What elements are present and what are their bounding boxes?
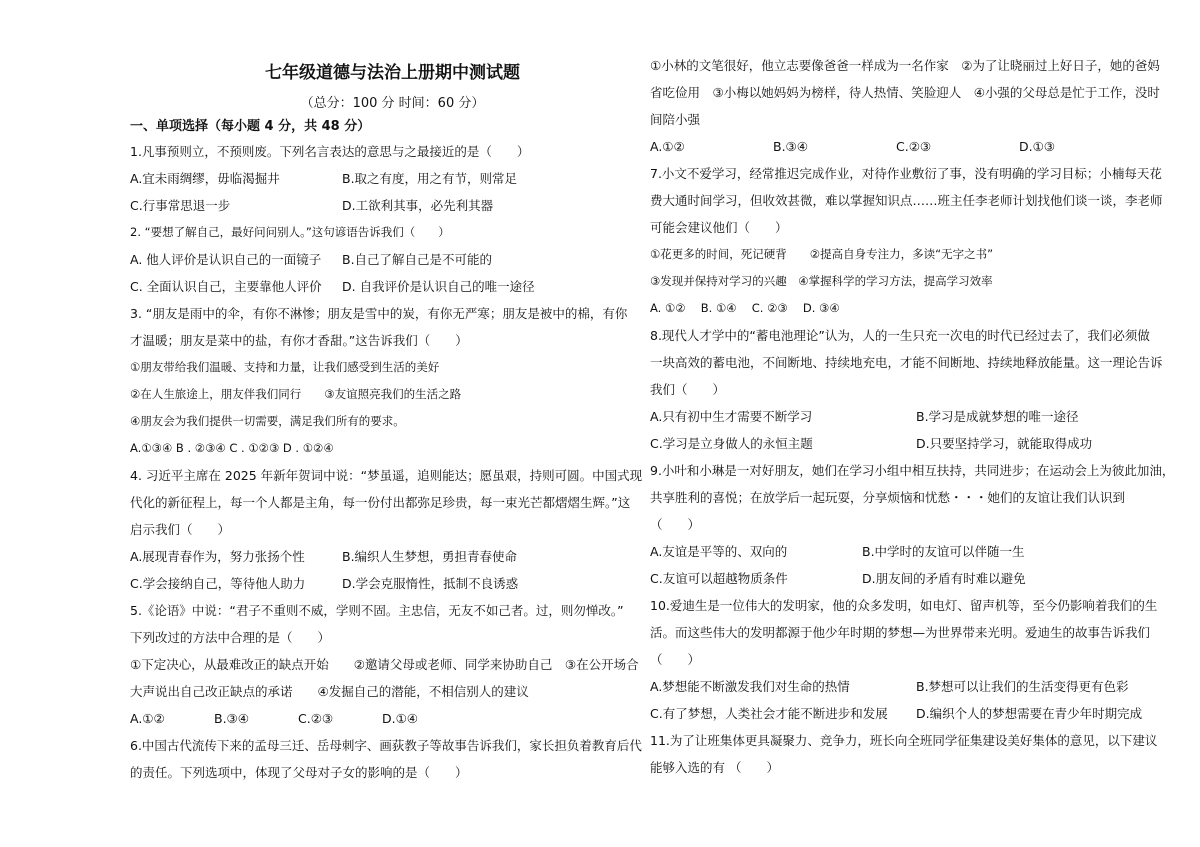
question-10-options-row1 xyxy=(650,673,1155,700)
question-7-statement-1: ①花更多的时间，死记硬背 ②提高自身专注力，多读“无字之书” xyxy=(650,247,994,261)
question-11-stem-cont: 能够入选的有 （ ） xyxy=(650,760,779,775)
question-8-stem-cont: 一块高效的蓄电池，不间断地、持续地充电，才能不间断地、持续地释放能量。这一理论告诉 xyxy=(650,355,1163,370)
option-d: D.工欲利其事，必先利其器 xyxy=(342,198,494,213)
option-c: C.学习是立身做人的永恒主题 xyxy=(650,436,813,451)
question-1-options-row1 xyxy=(130,165,655,192)
option-b: B.梦想可以让我们的生活变得更有色彩 xyxy=(916,679,1129,694)
option-d: D.编织个人的梦想需要在青少年时期完成 xyxy=(916,706,1143,721)
question-6-stem-cont: 的责任。下列选项中，体现了父母对子女的影响的是（ ） xyxy=(130,765,468,780)
question-6-stem: 6.中国古代流传下来的孟母三迁、岳母刺字、画荻教子等故事告诉我们，家长担负着教育后代 xyxy=(130,738,642,753)
option-c: C.②③ xyxy=(298,711,334,726)
option-c: C. 全面认识自己，主要靠他人评价 xyxy=(130,279,322,294)
question-5-stem: 5.《论语》中说：“君子不重则不威，学则不固。主忠信，无友不如己者。过，则勿惮改。” xyxy=(130,603,624,618)
question-1-stem: 1.凡事预则立，不预则废。下列名言表达的意思与之最接近的是（ ） xyxy=(130,144,530,159)
question-7-statement-2: ③发现并保持对学习的兴趣 ④掌握科学的学习方法，提高学习效率 xyxy=(650,274,993,288)
question-6-statement-1: ①小林的文笔很好，他立志要像爸爸一样成为一名作家 ②为了让晓丽过上好日子，她的爸妈 xyxy=(650,58,1160,73)
question-9-options-row2 xyxy=(650,565,1155,592)
question-4-options-row2 xyxy=(130,570,655,597)
question-6-statement-2: 省吃俭用 ③小梅以她妈妈为榜样，待人热情、笑脸迎人 ④小强的父母总是忙于工作，没时 xyxy=(650,85,1160,100)
option-a: A.①② xyxy=(130,711,165,726)
option-c: C.学会接纳自己，等待他人助力 xyxy=(130,576,306,591)
question-4-stem-end: 启示我们（ ） xyxy=(130,522,231,537)
section-heading: 一、单项选择（每小题 4 分，共 48 分） xyxy=(130,119,371,134)
page-subtitle: （总分：100 分 时间：60 分） xyxy=(300,96,485,111)
question-5-statement-2: 大声说出自己改正缺点的承诺 ④发掘自己的潜能，不相信别人的建议 xyxy=(130,684,529,699)
question-8-options-row1 xyxy=(650,403,1155,430)
option-a: A. 他人评价是认识自己的一面镜子 xyxy=(130,252,322,267)
question-10-stem-cont: 活。而这些伟大的发明都源于他少年时期的梦想—为世界带来光明。爱迪生的故事告诉我们 xyxy=(650,625,1151,640)
option-b: B.学习是成就梦想的唯一途径 xyxy=(916,409,1079,424)
option-b: B.取之有度，用之有节，则常足 xyxy=(342,171,518,186)
option-a: A.展现青春作为，努力张扬个性 xyxy=(130,549,305,564)
question-8-stem-end: 我们（ ） xyxy=(650,382,726,397)
right-column xyxy=(650,52,1175,781)
option-d: D.①③ xyxy=(1019,139,1056,154)
question-9-stem-cont: 共享胜利的喜悦；在放学后一起玩耍，分享烦恼和忧愁・・・她们的友谊让我们认识到 xyxy=(650,490,1126,505)
question-6-statement-3: 间陪小强 xyxy=(650,112,701,127)
question-3-statement-3: ④朋友会为我们提供一切需要，满足我们所有的要求。 xyxy=(130,414,405,428)
question-7-stem: 7.小文不爱学习，经常推迟完成作业，对待作业敷衍了事，没有明确的学习目标；小楠每天花 xyxy=(650,166,1162,181)
option-d: D.只要坚持学习，就能取得成功 xyxy=(916,436,1093,451)
option-d: D.学会克服惰性，抵制不良诱惑 xyxy=(342,576,519,591)
option-b: B.③④ xyxy=(773,139,808,154)
question-7-stem-end: 可能会建议他们（ ） xyxy=(650,220,788,235)
question-10-options-row2 xyxy=(650,700,1155,727)
option-a: A.宜未雨绸缪，毋临渴掘井 xyxy=(130,171,280,186)
option-c: C.有了梦想，人类社会才能不断进步和发展 xyxy=(650,706,888,721)
question-4-options-row1 xyxy=(130,543,655,570)
question-5-options xyxy=(130,705,655,732)
question-3-stem: 3. “朋友是雨中的伞，有你不淋惨；朋友是雪中的炭，有你无严寒；朋友是被中的棉，有你 xyxy=(130,306,628,321)
question-9-options-row1 xyxy=(650,538,1155,565)
option-c: C.②③ xyxy=(896,139,932,154)
option-b: B.自己了解自己是不可能的 xyxy=(342,252,493,267)
question-1-options-row2 xyxy=(130,192,655,219)
question-3-statement-1: ①朋友带给我们温暖、支持和力量，让我们感受到生活的美好 xyxy=(130,360,440,374)
option-a: A.只有初中生才需要不断学习 xyxy=(650,409,813,424)
option-a: A.梦想能不断激发我们对生命的热情 xyxy=(650,679,850,694)
question-3-stem-cont: 才温暖；朋友是菜中的盐，有你才香甜。”这告诉我们（ ） xyxy=(130,333,468,348)
question-2-options-row2 xyxy=(130,273,655,300)
question-3-statement-2: ②在人生旅途上，朋友伴我们同行 ③友谊照亮我们的生活之路 xyxy=(130,387,462,401)
question-4-stem: 4. 习近平主席在 2025 年新年贺词中说：“梦虽遥，追则能达；愿虽艰，持则可圆。中国式现 xyxy=(130,468,643,483)
question-4-stem-cont: 代化的新征程上，每一个人都是主角，每一份付出都弥足珍贵，每一束光芒都熠熠生辉。”这 xyxy=(130,495,631,510)
option-a: A.友谊是平等的、双向的 xyxy=(650,544,788,559)
question-10-stem: 10.爱迪生是一位伟大的发明家，他的众多发明，如电灯、留声机等，至今仍影响着我们的生 xyxy=(650,598,1158,613)
option-c: C.行事常思退一步 xyxy=(130,198,231,213)
option-c: C.友谊可以超越物质条件 xyxy=(650,571,788,586)
option-b: B.③④ xyxy=(214,711,249,726)
question-2-options-row1 xyxy=(130,246,655,273)
option-d: D. 自我评价是认识自己的唯一途径 xyxy=(342,279,535,294)
question-10-stem-end: （ ） xyxy=(650,652,701,667)
page-title: 七年级道德与法治上册期中测试题 xyxy=(265,63,520,83)
question-7-stem-cont: 费大通时间学习，但收效甚微，难以掌握知识点……班主任李老师计划找他们谈一谈，李老师 xyxy=(650,193,1163,208)
question-5-stem-cont: 下列改过的方法中合理的是（ ） xyxy=(130,630,331,645)
question-11-stem: 11.为了让班集体更具凝聚力、竞争力，班长向全班同学征集建设美好集体的意见，以下建议 xyxy=(650,733,1158,748)
left-column xyxy=(130,50,655,786)
question-8-options-row2 xyxy=(650,430,1155,457)
option-b: B.编织人生梦想，勇担青春使命 xyxy=(342,549,518,564)
question-2-stem: 2. “要想了解自己，最好问问别人。”这句谚语告诉我们（ ） xyxy=(130,225,450,239)
option-d: D.朋友间的矛盾有时难以避免 xyxy=(862,571,1026,586)
question-9-stem: 9.小叶和小琳是一对好朋友，她们在学习小组中相互扶持，共同进步；在运动会上为彼此加油， xyxy=(650,463,1175,478)
option-d: D.①④ xyxy=(382,711,419,726)
option-b: B.中学时的友谊可以伴随一生 xyxy=(862,544,1025,559)
question-5-statement-1: ①下定决心，从最难改正的缺点开始 ②邀请父母或老师、同学来协助自己 ③在公开场合 xyxy=(130,657,639,672)
option-a: A.①② xyxy=(650,139,685,154)
question-6-options xyxy=(650,133,1155,160)
question-8-stem: 8.现代人才学中的“蓄电池理论”认为，人的一生只充一次电的时代已经过去了，我们必须做 xyxy=(650,328,1150,343)
question-3-options: A.①③④ B . ②③④ C . ①②③ D . ①②④ xyxy=(130,441,334,455)
question-7-options: A. ①② B. ①④ C. ②③ D. ③④ xyxy=(650,301,840,315)
question-9-stem-end: （ ） xyxy=(650,517,701,532)
